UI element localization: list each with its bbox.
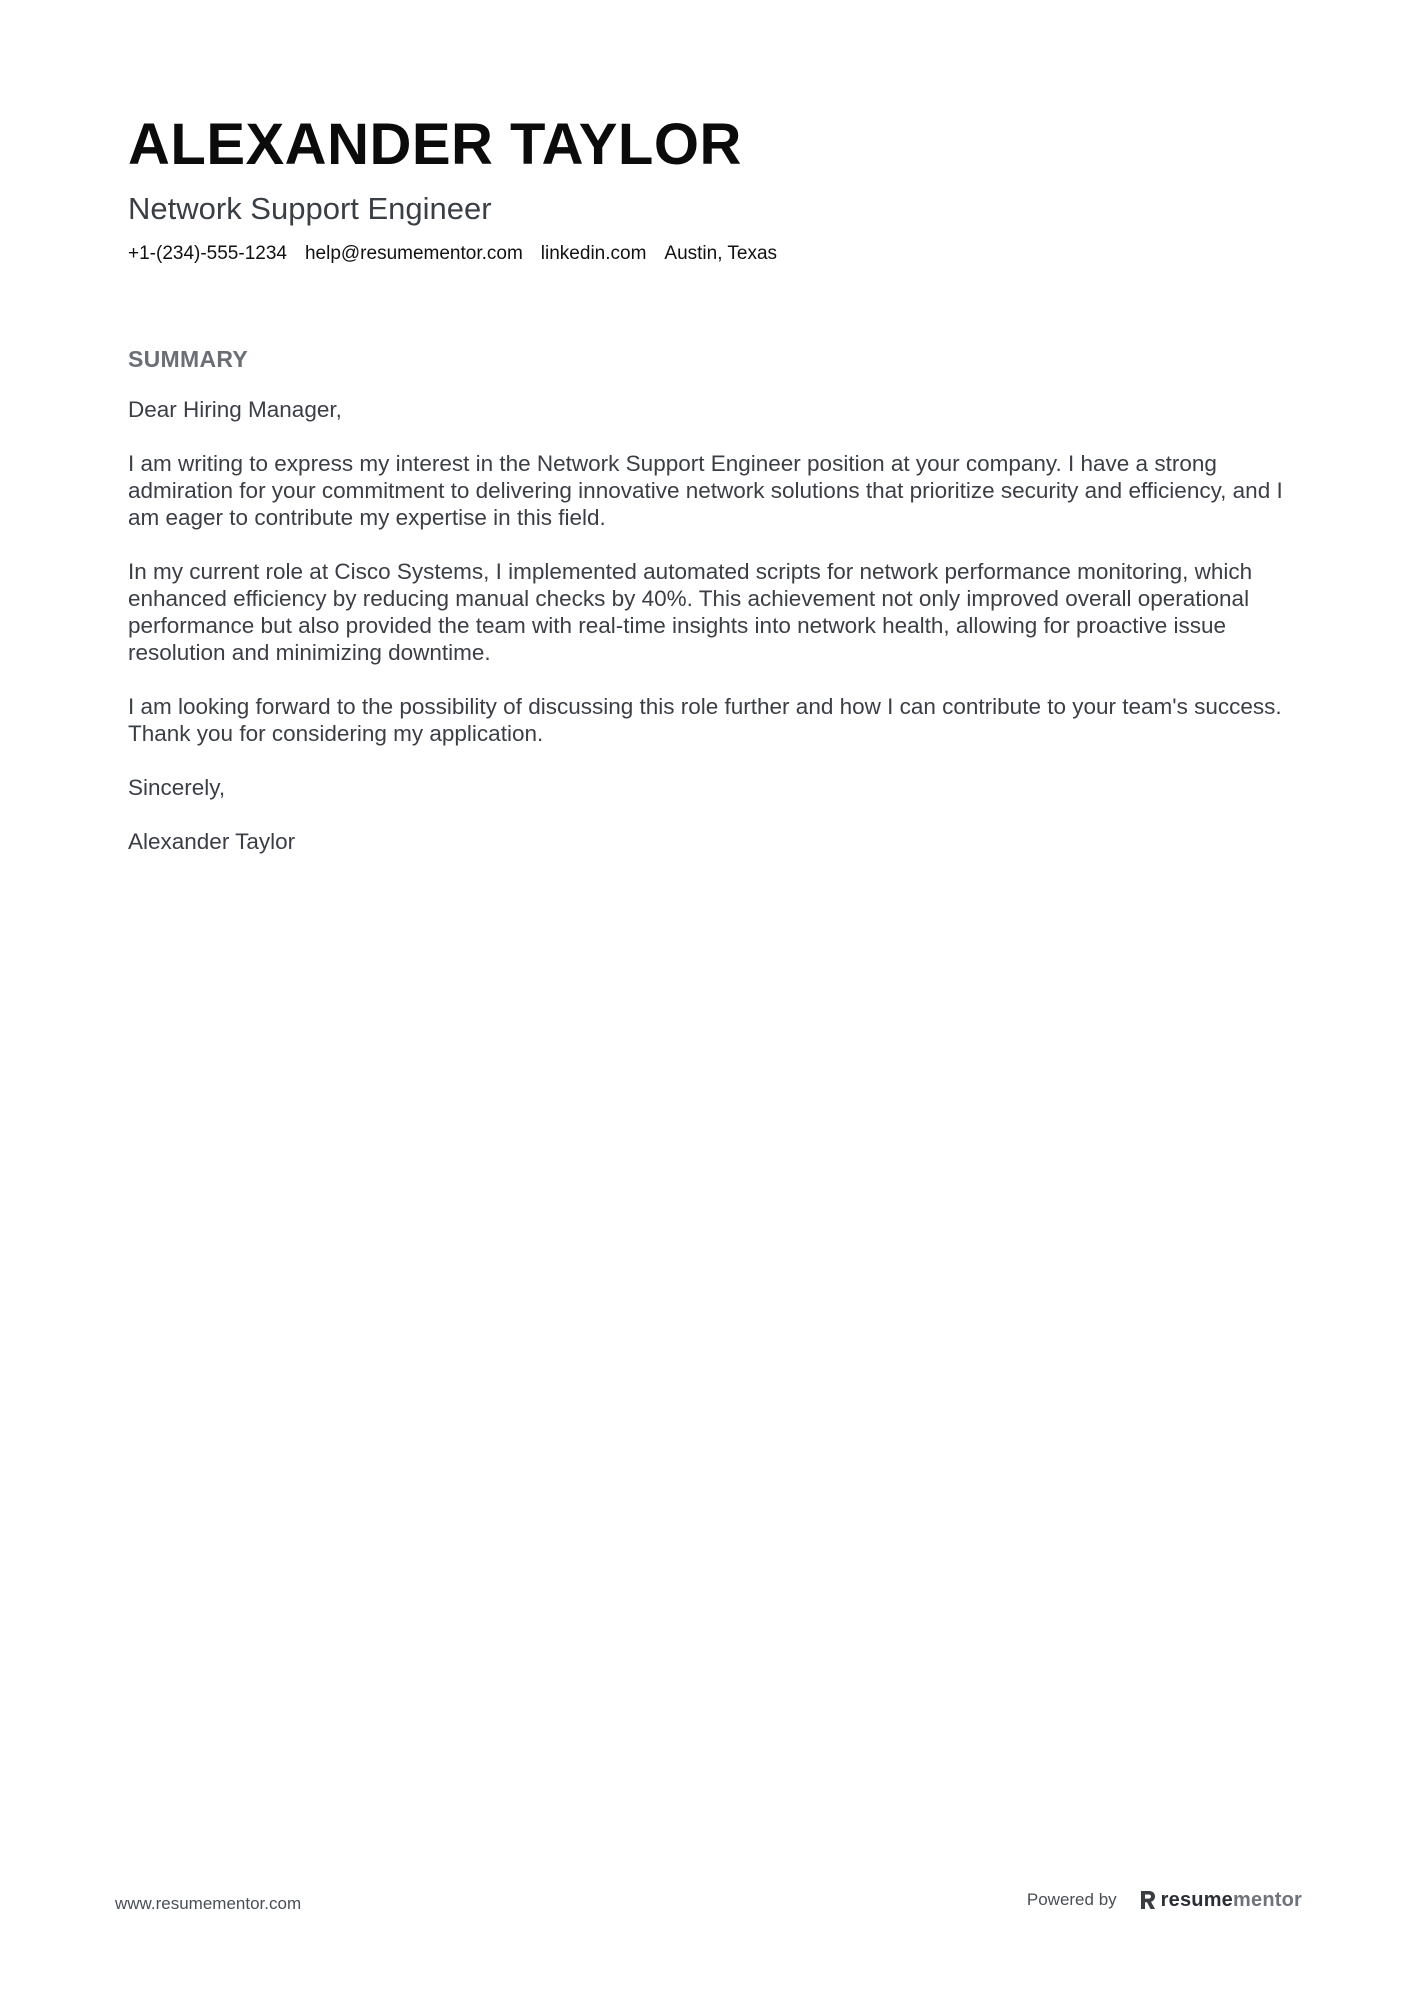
- letter-header: [128, 112, 1288, 266]
- brand-logo-link[interactable]: [1139, 1888, 1302, 1912]
- contact-info: [128, 242, 1288, 266]
- powered-by: [1027, 1888, 1302, 1912]
- page-footer: [115, 1886, 1302, 1916]
- resumementor-logo-icon: [1139, 1889, 1157, 1911]
- letter-body: [128, 396, 1298, 855]
- candidate-job-title: Network Support Engineer: [128, 191, 492, 226]
- brand-wordmark-mentor: mentor: [1233, 1889, 1302, 1911]
- contact-phone[interactable]: +1-(234)-555-1234: [128, 243, 287, 264]
- contact-email-link[interactable]: help@resumementor.com: [304, 243, 523, 264]
- brand-wordmark-resume: resume: [1160, 1889, 1234, 1911]
- contact-location: Austin, Texas: [664, 243, 778, 264]
- letter-signoff: Sincerely,: [128, 775, 226, 800]
- brand-wordmark: [1161, 1888, 1302, 1912]
- footer-website-link[interactable]: www.resumementor.com: [115, 1894, 302, 1913]
- contact-linkedin-link[interactable]: linkedin.com: [540, 243, 647, 264]
- powered-by-label: Powered by: [1026, 1890, 1117, 1909]
- section-heading-summary: SUMMARY: [128, 346, 249, 372]
- letter-paragraph-closing: I am looking forward to the possibility of discussing this role further and how I can contribute to your team's success. Thank you for considering my application.: [128, 694, 1282, 746]
- letter-salutation: Dear Hiring Manager,: [128, 397, 342, 422]
- summary-section: [128, 344, 1298, 882]
- candidate-name: ALEXANDER TAYLOR: [128, 112, 742, 177]
- letter-paragraph-experience: In my current role at Cisco Systems, I implemented automated scripts for network performance monitoring, which enhanced efficiency by reducing manual checks by 40%. This achievement not only improved overall operational performance but also provided the team with real-time insights into network health, allowing for proactive issue resolution and minimizing downtime.: [128, 559, 1253, 665]
- letter-paragraph-intro: I am writing to express my interest in the Network Support Engineer position at your company. I have a strong admiration for your commitment to delivering innovative network solutions that prioritize security and efficiency, and I am eager to contribute my expertise in this field.: [128, 451, 1283, 530]
- letter-signature: Alexander Taylor: [128, 829, 296, 854]
